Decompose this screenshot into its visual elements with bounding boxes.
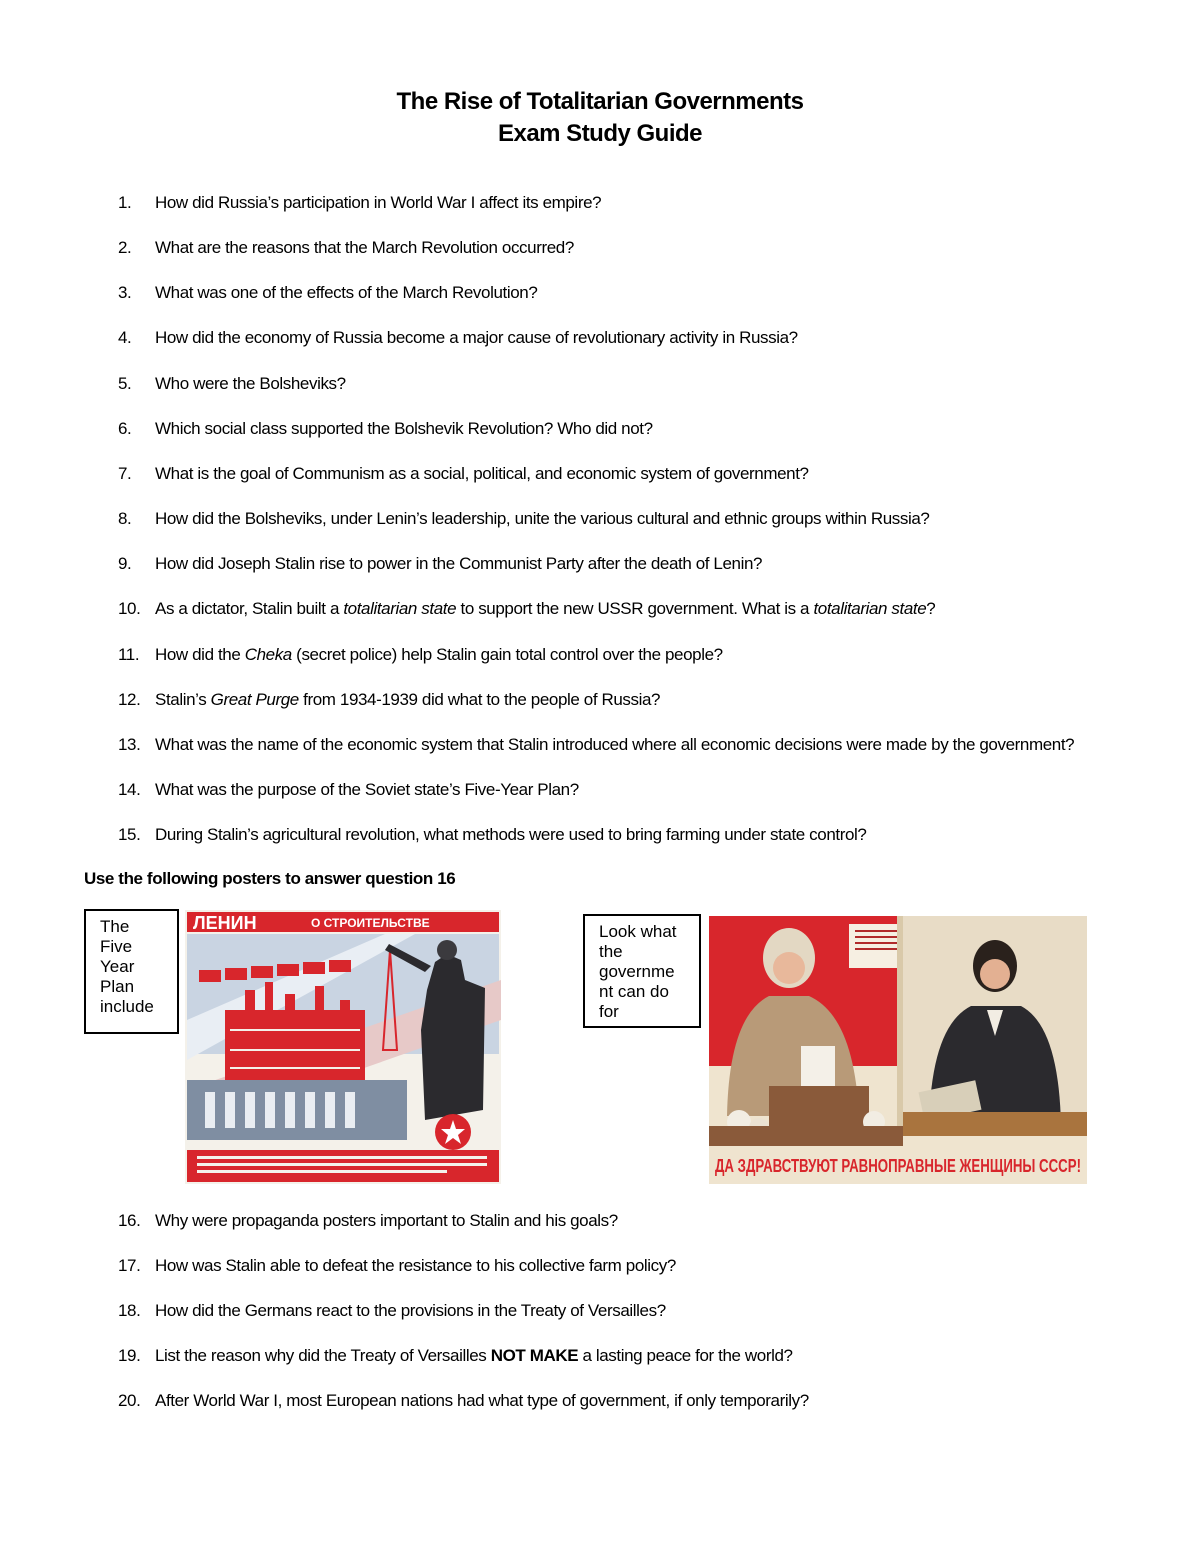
question-number: 6. — [118, 418, 132, 438]
question-text-segment: NOT MAKE — [490, 1346, 579, 1365]
question-text-segment: ? — [926, 599, 936, 619]
question-number: 12. — [118, 689, 141, 709]
callout-government — [583, 914, 701, 1028]
question-text-segment: (secret police) help Stalin gain total control over the people? — [291, 644, 723, 664]
question-text — [155, 599, 935, 618]
question-text-segment: from 1934-1939 did what to the people of Russia? — [298, 689, 661, 709]
question-text-segment: What is the goal of Communism as a social, political, and economic system of government? — [155, 463, 809, 483]
question-item — [118, 689, 660, 711]
callout-line: Plan — [100, 977, 135, 996]
question-number: 16. — [118, 1211, 141, 1230]
question-text — [155, 238, 574, 257]
callout-line: governme — [599, 962, 675, 981]
question-text-segment: Why were propaganda posters important to Stalin and his goals? — [155, 1211, 618, 1230]
question-text-segment: What are the reasons that the March Revolution occurred? — [155, 238, 574, 258]
poster-right-slogan: ДА ЗДРАВСТВУЮТ РАВНОПРАВНЫЕ ЖЕНЩИНЫ СССР! — [715, 1156, 1081, 1176]
question-text-segment: After World War I, most European nations had what type of government, if only temporarily? — [155, 1391, 809, 1410]
question-number: 7. — [118, 463, 132, 483]
callout-line: include — [100, 997, 154, 1016]
question-text-segment: What was the purpose of the Soviet state’s Five-Year Plan? — [155, 779, 579, 799]
question-text-segment: How did the economy of Russia become a major cause of revolutionary activity in Russia? — [155, 328, 798, 348]
question-number: 2. — [118, 238, 132, 258]
question-text-segment: Who were the Bolsheviks? — [155, 373, 346, 393]
question-item — [118, 282, 537, 304]
question-item — [118, 598, 935, 620]
question-text — [155, 1211, 618, 1230]
question-text — [155, 1301, 666, 1320]
poster-left-header-2: О СТРОИТЕЛЬСТВЕ — [311, 916, 430, 930]
question-text-segment: How did the Germans react to the provisions in the Treaty of Versailles? — [155, 1301, 666, 1320]
question-item — [118, 508, 929, 530]
question-text-segment: How did the — [155, 644, 245, 664]
question-item — [118, 463, 809, 485]
question-number: 9. — [118, 554, 132, 574]
question-text — [155, 825, 866, 844]
question-item — [118, 1390, 809, 1412]
question-text-segment: How did the Bolsheviks, under Lenin’s leadership, unite the various cultural and ethnic groups within Russia? — [155, 509, 930, 529]
question-text — [155, 645, 723, 664]
callout-line: Five — [100, 937, 133, 956]
question-number: 13. — [118, 734, 141, 754]
question-text-segment: Great Purge — [210, 689, 299, 709]
question-item — [118, 824, 866, 846]
question-text-segment: a lasting peace for the world? — [578, 1346, 793, 1365]
question-text — [155, 690, 660, 709]
question-text-segment: As a dictator, Stalin built a — [155, 599, 344, 619]
question-text — [155, 283, 537, 302]
question-item — [118, 373, 346, 395]
question-number: 20. — [118, 1391, 141, 1410]
question-number: 11. — [118, 644, 140, 664]
question-text-segment: During Stalin’s agricultural revolution, what methods were used to bring farming under state control? — [155, 825, 867, 845]
question-text — [155, 328, 798, 347]
callout-five-year-plan — [84, 909, 179, 1034]
question-number: 10. — [118, 599, 141, 619]
question-item — [118, 418, 653, 440]
question-number: 19. — [118, 1346, 141, 1365]
question-text — [155, 193, 601, 212]
poster-instruction: Use the following posters to answer question 16 — [84, 869, 456, 888]
question-text-segment: to support the new USSR government. What is a — [456, 599, 814, 619]
question-number: 4. — [118, 328, 132, 348]
question-text-segment: totalitarian state — [813, 599, 927, 619]
callout-line: for — [599, 1002, 619, 1021]
callout-line: The — [100, 917, 130, 936]
poster-lenin-construction — [185, 910, 501, 1184]
callout-line: nt can do — [599, 982, 669, 1001]
question-text-segment: Stalin’s — [155, 689, 211, 709]
question-item — [118, 1345, 793, 1367]
question-text — [155, 509, 929, 528]
question-item — [118, 237, 574, 259]
poster-equal-women — [709, 916, 1087, 1184]
question-number: 1. — [118, 193, 132, 212]
question-item — [118, 644, 723, 666]
question-number: 5. — [118, 373, 132, 393]
question-item — [118, 553, 762, 575]
question-number: 17. — [118, 1256, 141, 1275]
question-item — [118, 734, 1074, 756]
question-number: 15. — [118, 825, 141, 845]
question-text-segment: How was Stalin able to defeat the resistance to his collective farm policy? — [155, 1256, 676, 1275]
document-title — [0, 86, 1200, 150]
poster-left-header: ЛЕНИН — [193, 913, 257, 933]
question-number: 18. — [118, 1301, 141, 1320]
question-item — [118, 779, 579, 801]
question-text — [155, 419, 653, 438]
question-text-segment: totalitarian state — [343, 599, 457, 619]
question-number: 8. — [118, 509, 132, 529]
question-number: 14. — [118, 779, 141, 799]
question-number: 3. — [118, 283, 132, 303]
question-text — [155, 554, 762, 573]
question-text — [155, 464, 809, 483]
question-text — [155, 1256, 676, 1275]
question-text-segment: Which social class supported the Bolshevik Revolution? Who did not? — [155, 418, 653, 438]
question-item — [118, 1300, 666, 1322]
question-text-segment: How did Joseph Stalin rise to power in the Communist Party after the death of Lenin? — [155, 554, 763, 574]
callout-line: Year — [100, 957, 135, 976]
title-line-1: The Rise of Totalitarian Governments — [396, 88, 804, 115]
question-text — [155, 735, 1074, 754]
question-text — [155, 1346, 793, 1365]
question-item — [118, 1210, 618, 1232]
title-line-2: Exam Study Guide — [497, 120, 703, 147]
question-text — [155, 1391, 809, 1410]
question-item — [118, 1255, 676, 1277]
question-text-segment: What was the name of the economic system that Stalin introduced where all economic decisions were made by the government? — [155, 734, 1075, 754]
question-item — [118, 192, 601, 214]
question-text — [155, 374, 346, 393]
question-item — [118, 327, 798, 349]
question-text-segment: What was one of the effects of the March Revolution? — [155, 283, 538, 303]
question-text-segment: List the reason why did the Treaty of Versailles — [155, 1346, 491, 1365]
callout-line: the — [599, 942, 623, 961]
callout-line: Look what — [599, 922, 677, 941]
question-text-segment: Cheka — [244, 644, 292, 664]
question-text — [155, 780, 579, 799]
question-text-segment: How did Russia’s participation in World War I affect its empire? — [155, 193, 602, 212]
